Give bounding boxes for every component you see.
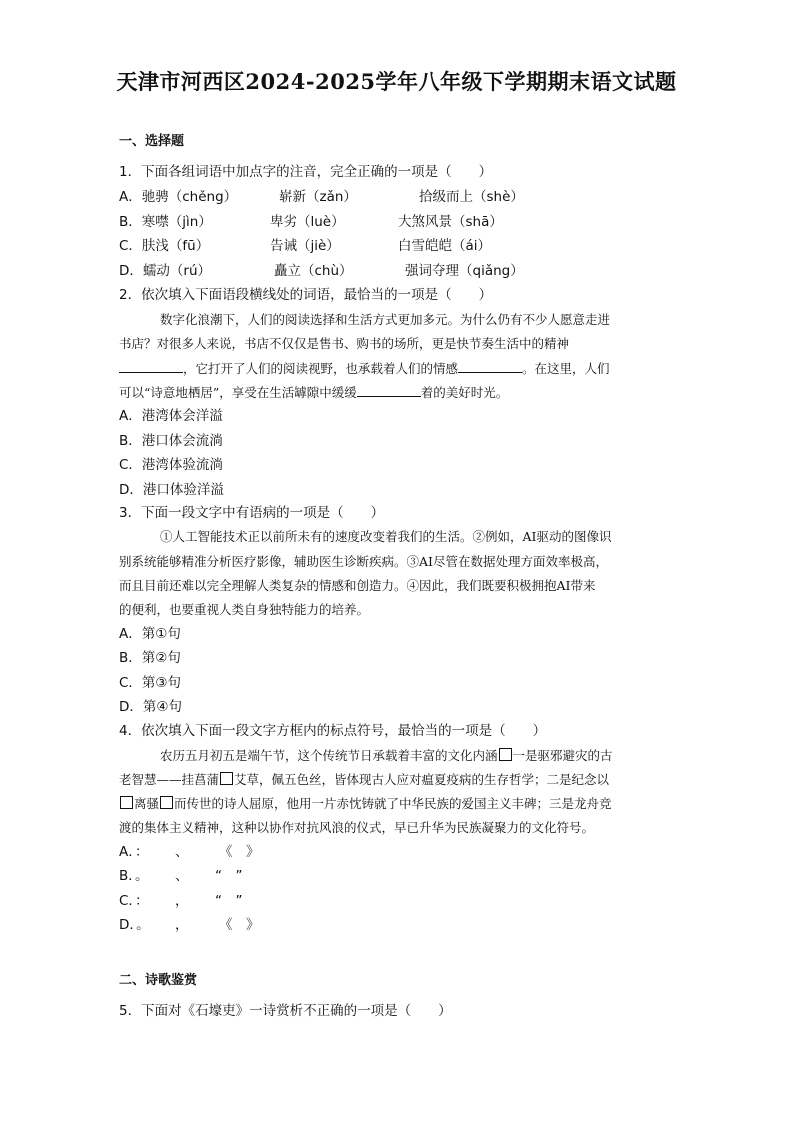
question-2-option-c: C．港湾体验流淌 — [119, 457, 223, 473]
option-mark: 《 》 — [219, 844, 260, 860]
question-2-option-a: A．港湾体会洋溢 — [119, 408, 223, 424]
option-mark: ， — [175, 893, 189, 909]
option-word: 崭新（zǎn） — [279, 189, 357, 205]
option-word: 矗立（chù） — [274, 263, 353, 279]
punctuation-box — [499, 748, 512, 761]
question-3-passage-line: 别系统能够精准分析医疗影像，辅助医生诊断疾病。③AI尽管在数据处理方面效率极高， — [119, 554, 608, 569]
question-2-passage-line — [119, 382, 508, 403]
question-2-passage-line: 书店？对很多人来说，书店不仅仅是售书、购书的场所，更是快节奏生活中的精神 — [119, 336, 570, 351]
option-mark: ， — [175, 917, 189, 933]
punctuation-box — [160, 796, 173, 809]
passage-text: 艾草，佩五色丝，皆体现古人应对瘟夏疫病的生存哲学；二是纪念以 — [234, 772, 610, 787]
option-word: D．蠕动（rú） — [119, 263, 212, 279]
fill-blank — [458, 358, 522, 373]
passage-text: ，它打开了人们的阅读视野，也承载着人们的情感 — [183, 361, 459, 376]
option-mark: 、 — [175, 844, 189, 860]
question-3-option-a: A．第①句 — [119, 626, 181, 642]
passage-text: 。在这里，人们 — [522, 361, 610, 376]
passage-text: 而传世的诗人屈原，他用一片赤忱铸就了中华民族的爱国主义丰碑；三是龙舟竞 — [174, 796, 612, 811]
question-2-stem: 2．依次填入下面语段横线处的词语，最恰当的一项是（ ） — [119, 287, 493, 303]
passage-text: 离骚 — [134, 796, 160, 811]
option-mark: B．。 — [119, 868, 149, 884]
question-2-option-b: B．港口体会流淌 — [119, 433, 223, 449]
question-1-option-c — [119, 236, 491, 256]
question-4-passage-line: 渡的集体主义精神，这种以协作对抗风浪的仪式，早已升华为民族凝聚力的文化符号。 — [119, 820, 595, 835]
question-3-option-b: B．第②句 — [119, 650, 181, 666]
option-word: 大煞风景（shā） — [398, 214, 503, 230]
question-2-passage-line: 数字化浪潮下，人们的阅读选择和生活方式更加多元。为什么仍有不少人愿意走进 — [160, 312, 611, 327]
punctuation-box — [120, 796, 133, 809]
question-1-option-a — [119, 187, 524, 207]
question-3-passage-line: ①人工智能技术正以前所未有的速度改变着我们的生活。②例如，AI驱动的图像识 — [160, 529, 612, 544]
question-4-stem: 4．依次填入下面一段文字方框内的标点符号，最恰当的一项是（ ） — [119, 723, 547, 739]
option-word: 卑劣（luè） — [270, 214, 345, 230]
passage-text: 着的美好时光。 — [420, 385, 509, 400]
question-2-option-d: D．港口体验洋溢 — [119, 482, 224, 498]
option-word: B．寒噤（jìn） — [119, 214, 212, 230]
option-mark: 《 》 — [219, 917, 260, 933]
question-1-stem: 1．下面各组词语中加点字的注音，完全正确的一项是（ ） — [119, 164, 493, 180]
fill-blank — [119, 358, 183, 373]
question-4-option-d — [119, 915, 260, 935]
option-mark: A．： — [119, 844, 149, 860]
question-4-passage-line — [119, 794, 612, 814]
option-word: 强词夺理（qiǎng） — [405, 263, 524, 279]
page-title: 天津市河西区2024-2025学年八年级下学期期末语文试题 — [116, 69, 677, 94]
question-1-option-b — [119, 212, 503, 232]
question-3-option-c: C．第③句 — [119, 675, 182, 691]
punctuation-box — [220, 772, 233, 785]
fill-blank — [357, 382, 421, 397]
question-3-passage-line: 的便利，也要重视人类自身独特能力的培养。 — [119, 602, 370, 617]
option-word: 拾级而上（shè） — [419, 189, 524, 205]
passage-text: 一是驱邪避灾的古 — [512, 748, 613, 763]
option-word: A．驰骋（chěng） — [119, 189, 238, 205]
option-word: 告诫（jiè） — [270, 238, 340, 254]
passage-text: 可以“诗意地栖居”，享受在生活罅隙中缓缓 — [119, 385, 357, 400]
section-heading-choice: 一、选择题 — [119, 134, 185, 149]
option-mark: “ ” — [215, 893, 243, 909]
option-mark: C．： — [119, 893, 149, 909]
passage-text: 农历五月初五是端午节，这个传统节日承载着丰富的文化内涵 — [160, 748, 498, 763]
option-mark: 、 — [175, 868, 189, 884]
question-5-stem: 5．下面对《石壕吏》一诗赏析不正确的一项是（ ） — [119, 1003, 452, 1019]
question-3-stem: 3．下面一段文字中有语病的一项是（ ） — [119, 505, 385, 521]
question-2-passage-line — [119, 358, 610, 379]
option-mark: D．。 — [119, 917, 150, 933]
option-word: C．肤浅（fū） — [119, 238, 210, 254]
question-4-option-b — [119, 866, 243, 886]
question-4-passage-line — [160, 746, 613, 766]
question-4-option-c — [119, 891, 243, 911]
question-4-passage-line — [119, 770, 609, 790]
question-1-option-d — [119, 261, 524, 281]
question-3-option-d: D．第④句 — [119, 699, 182, 715]
question-4-option-a — [119, 842, 260, 862]
passage-text: 老智慧——挂菖蒲 — [119, 772, 220, 787]
option-word: 白雪皑皑（ái） — [398, 238, 492, 254]
question-3-passage-line: 而且目前还难以完全理解人类复杂的情感和创造力。④因此，我们既要积极拥抱AI带来 — [119, 578, 596, 593]
option-mark: “ ” — [215, 868, 243, 884]
section-heading-poetry: 二、诗歌鉴赏 — [119, 973, 198, 988]
